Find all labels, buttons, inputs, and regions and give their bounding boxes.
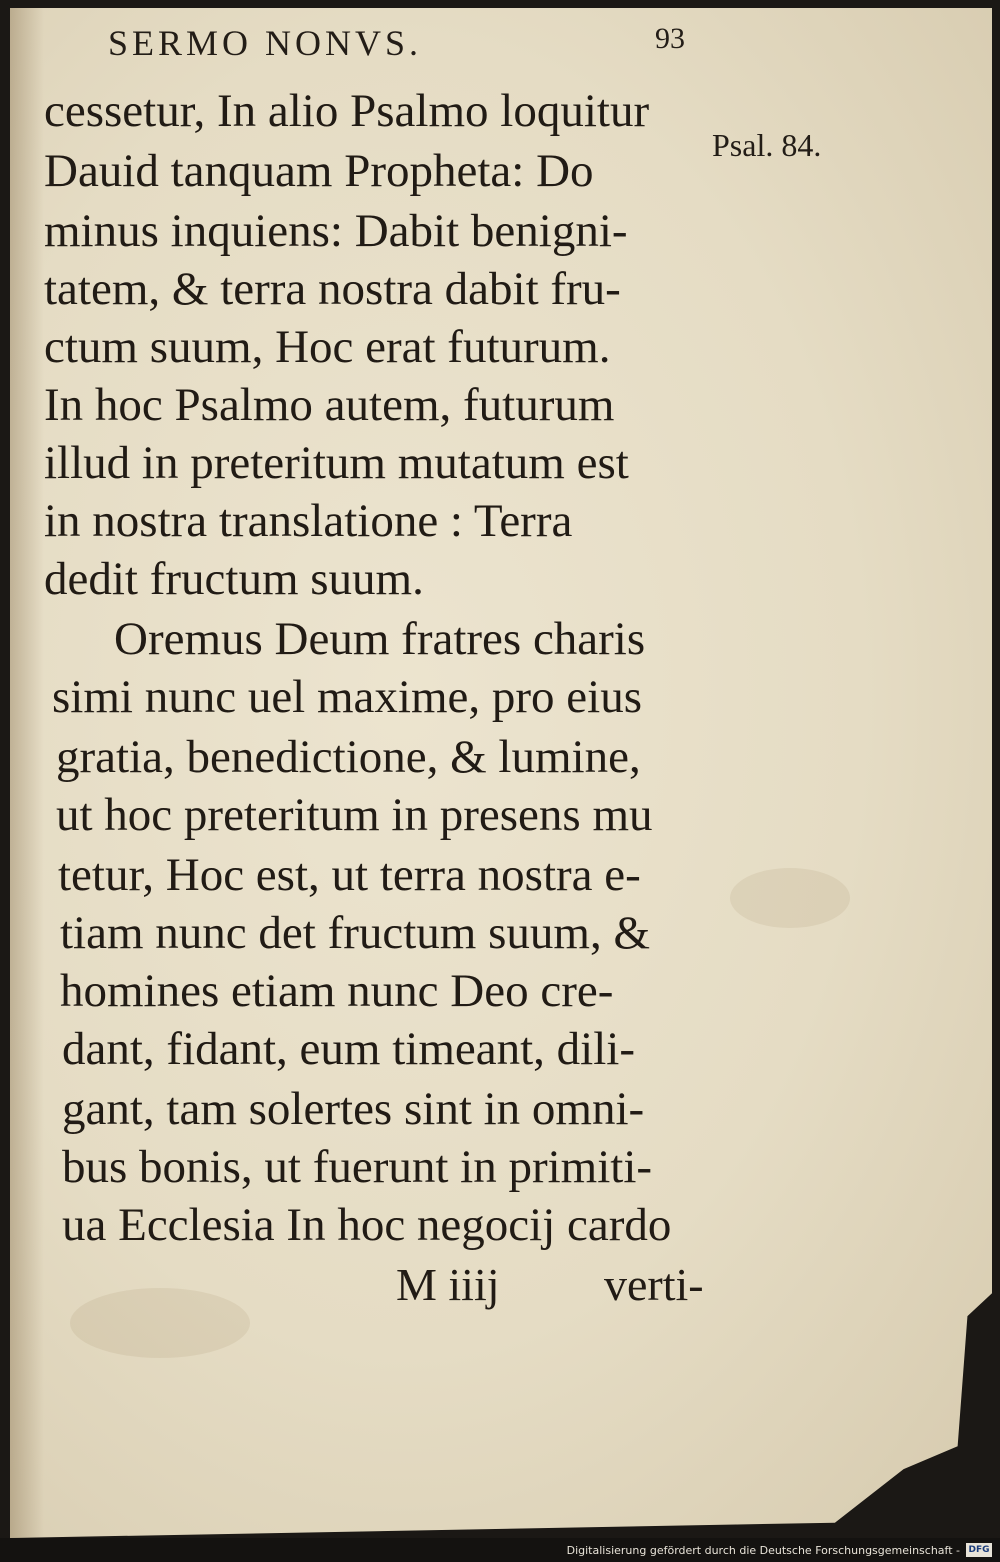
text-line: dedit fructum suum.	[44, 553, 424, 605]
signature-mark: M iiij	[396, 1259, 500, 1310]
margin-note: Psal. 84.	[712, 127, 822, 163]
text-line: minus inquiens: Dabit benigni-	[44, 205, 628, 257]
text-line: dant, fidant, eum timeant, dili-	[62, 1023, 635, 1075]
text-line: illud in preteritum mutatum est	[44, 437, 629, 489]
text-line: in nostra translatione : Terra	[44, 495, 573, 547]
dfg-logo: DFG	[966, 1543, 992, 1557]
text-line: cessetur, In alio Psalmo loquitur	[44, 85, 650, 137]
text-line: tetur, Hoc est, ut terra nostra e-	[58, 849, 641, 901]
running-title: SERMO NONVS.	[108, 23, 423, 63]
text-line: tiam nunc det fructum suum, &	[60, 907, 651, 959]
text-line: ut hoc preteritum in presens mu	[56, 789, 653, 841]
paper-stain	[70, 1288, 250, 1358]
catchword: verti-	[604, 1259, 704, 1310]
text-line: simi nunc uel maxime, pro eius	[52, 671, 643, 723]
text-line: Dauid tanquam Propheta: Do	[44, 145, 594, 197]
text-line: gant, tam solertes sint in omni-	[62, 1083, 645, 1135]
text-line: bus bonis, ut fuerunt in primiti-	[62, 1141, 653, 1193]
page-number: 93	[655, 22, 685, 55]
text-line: ctum suum, Hoc erat futurum.	[44, 321, 611, 373]
text-line: tatem, & terra nostra dabit fru-	[44, 263, 621, 315]
text-line: ua Ecclesia In hoc negocij cardo	[62, 1199, 672, 1251]
text-line: Oremus Deum fratres charis	[114, 613, 646, 665]
text-line: homines etiam nunc Deo cre-	[60, 965, 614, 1017]
funding-credit: Digitalisierung gefördert durch die Deutsche Forschungsgemeinschaft -	[566, 1544, 960, 1557]
text-line: In hoc Psalmo autem, futurum	[44, 379, 615, 431]
paper-stain	[730, 868, 850, 928]
text-line: gratia, benedictione, & lumine,	[56, 731, 641, 783]
